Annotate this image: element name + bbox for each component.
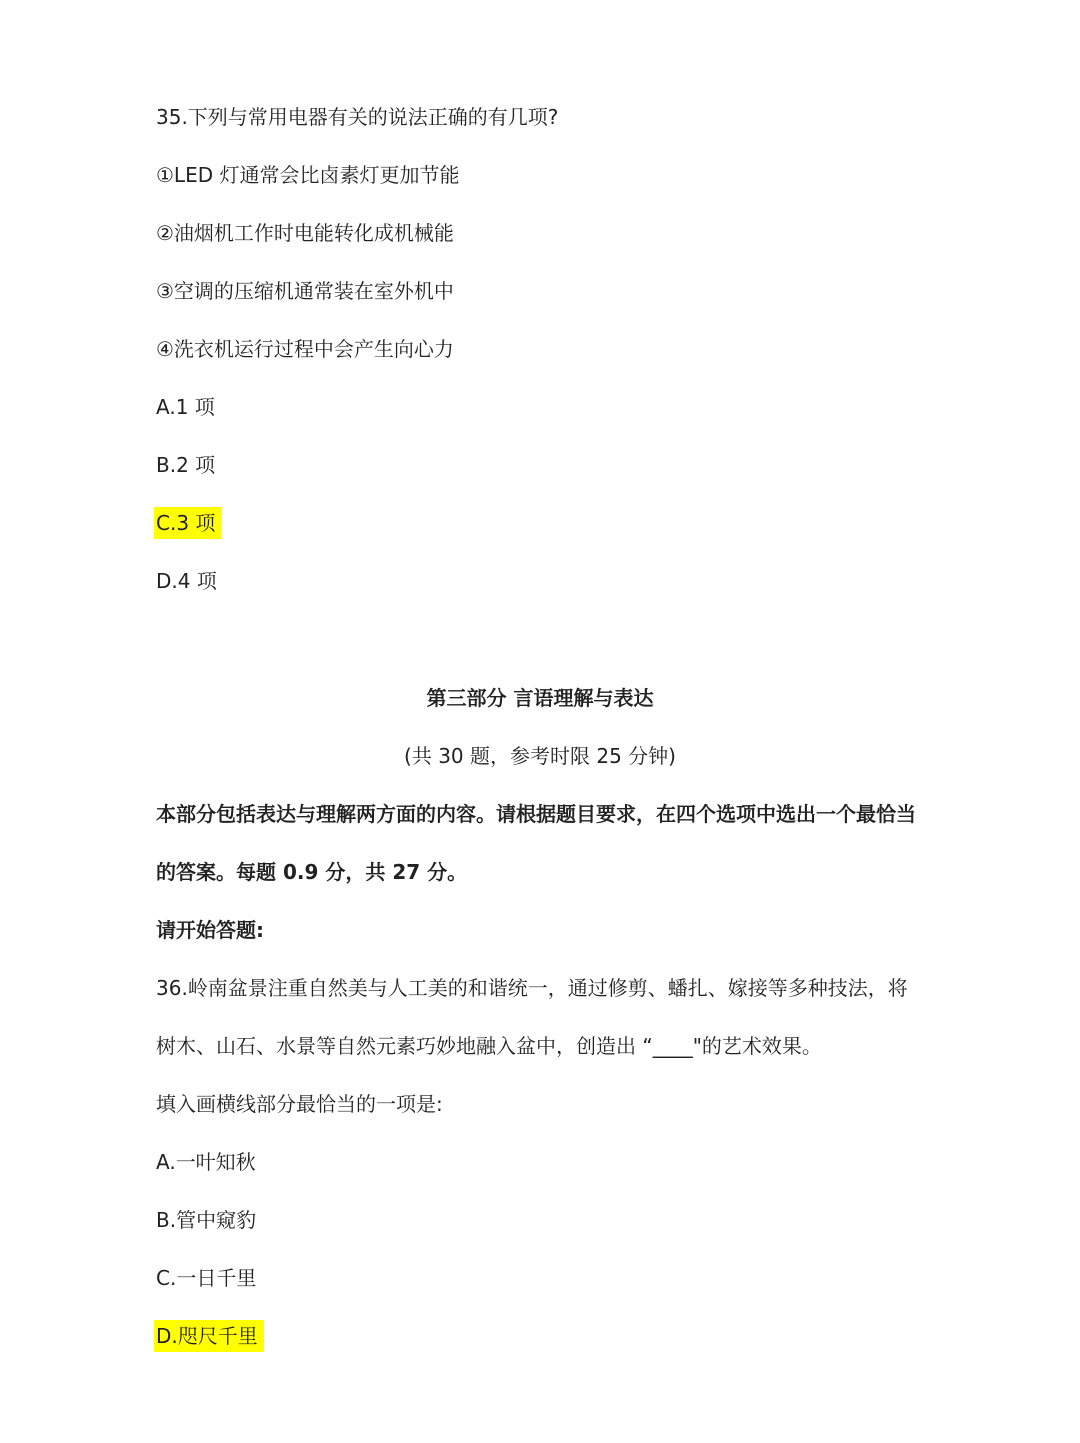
q35-option-c xyxy=(156,509,221,537)
section-subtitle: (共 30 题，参考时限 25 分钟) xyxy=(404,744,676,768)
q35-option-a: A.1 项 xyxy=(156,395,215,419)
q35-option-c-highlighted: C.3 项 xyxy=(154,507,221,539)
section-title: 第三部分 言语理解与表达 xyxy=(426,686,654,710)
start-prompt: 请开始答题: xyxy=(156,918,264,942)
q36-stem-line-2: 树木、山石、水景等自然元素巧妙地融入盆中，创造出 “____"的艺术效果。 xyxy=(156,1034,822,1058)
section-instructions-line-2: 的答案。每题 0.9 分，共 27 分。 xyxy=(156,860,468,884)
q36-stem-line-1: 36.岭南盆景注重自然美与人工美的和谐统一，通过修剪、蟠扎、嫁接等多种技法，将 xyxy=(156,976,908,1000)
q35-statement-2: ②油烟机工作时电能转化成机械能 xyxy=(156,221,454,245)
q35-stem: 35.下列与常用电器有关的说法正确的有几项? xyxy=(156,105,559,129)
section-instructions-line-1: 本部分包括表达与理解两方面的内容。请根据题目要求，在四个选项中选出一个最恰当 xyxy=(156,802,916,826)
q36-option-a: A.一叶知秋 xyxy=(156,1150,256,1174)
q36-prompt: 填入画横线部分最恰当的一项是: xyxy=(156,1092,443,1116)
q36-option-d-highlighted: D.咫尺千里 xyxy=(154,1320,264,1352)
q35-statement-4: ④洗衣机运行过程中会产生向心力 xyxy=(156,337,454,361)
q35-statement-1: ①LED 灯通常会比卤素灯更加节能 xyxy=(156,163,460,187)
q36-option-b: B.管中窥豹 xyxy=(156,1208,257,1232)
q35-option-d: D.4 项 xyxy=(156,569,217,593)
q36-option-c: C.一日千里 xyxy=(156,1266,257,1290)
q36-option-d xyxy=(156,1322,264,1350)
q35-statement-3: ③空调的压缩机通常装在室外机中 xyxy=(156,279,454,303)
q35-option-b: B.2 项 xyxy=(156,453,216,477)
